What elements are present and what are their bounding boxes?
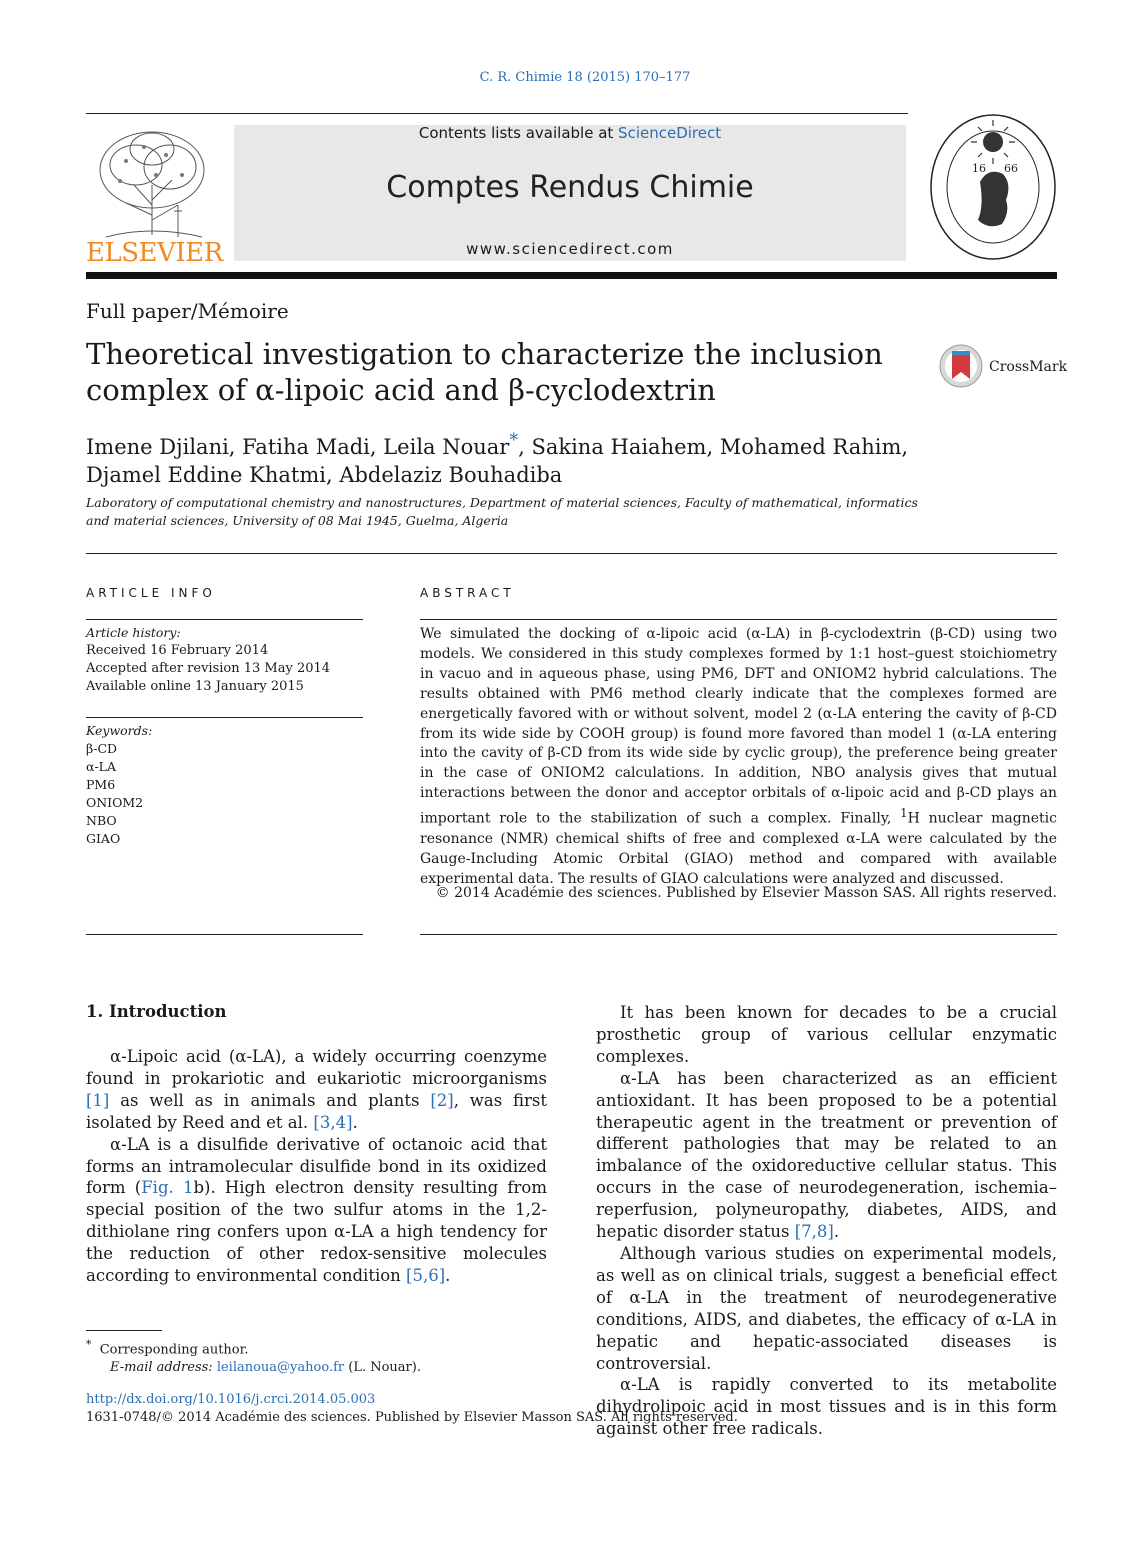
keyword-item: NBO — [86, 813, 117, 828]
paper-type: Full paper/Mémoire — [86, 299, 289, 323]
intro-text: . — [352, 1112, 358, 1132]
intro-text: b). High electron density resulting from special position of the two sulfur atoms in the 1,2-dithiolane ring confers upon α-LA a high tendency for the reduction of other redox-sensitive molecules according to environmental condition — [86, 1178, 548, 1286]
body-column-right — [596, 1002, 1057, 1440]
footnote-corresponding — [86, 1336, 556, 1359]
article-info-rule-middle — [86, 717, 363, 718]
abstract-superscript: 1 — [900, 806, 908, 821]
authors-part-b: , Sakina Haiahem, Mohamed Rahim, — [518, 435, 909, 459]
reference-link[interactable]: [2] — [430, 1090, 454, 1110]
contents-available-line — [234, 124, 906, 142]
history-online: Available online 13 January 2015 — [86, 679, 304, 694]
abstract-copyright: © 2014 Académie des sciences. Published by Elsevier Masson SAS. All rights reserved. — [435, 885, 1057, 901]
sciencedirect-link[interactable]: ScienceDirect — [618, 124, 722, 142]
journal-url[interactable]: www.sciencedirect.com — [466, 240, 674, 258]
svg-text:66: 66 — [1004, 162, 1018, 175]
elsevier-wordmark: ELSEVIER — [86, 238, 223, 268]
article-info-rule-bottom — [86, 934, 363, 935]
abstract-text-b: H nuclear magnetic resonance (NMR) chemical shifts of free and complexed α-LA were calculated by the Gauge-Including Atomic Orbital (GIAO) method and compared with available experimental data. The results of GIAO calculations were analyzed and discussed. — [420, 810, 1057, 887]
intro-text: α-LA has been characterized as an efficient antioxidant. It has been proposed to be a potential therapeutic agent in the treatment or prevention of different pathologies that may be related to an imbalance of the oxidoreductive cellular status. This occurs in the case of neurodegeneration, ischemia–reperfusion, polyneuropathy, diabetes, AIDS, and hepatic disorder status — [596, 1068, 1057, 1242]
title-divider — [86, 553, 1057, 554]
paper-title — [86, 336, 906, 408]
intro-text: . — [833, 1222, 840, 1242]
contents-prefix: Contents lists available at — [418, 124, 619, 142]
crossmark-label[interactable]: CrossMark — [989, 359, 1068, 375]
intro-paragraph — [86, 1046, 547, 1134]
intro-text: α-LA is a disulfide derivative of octanoic acid that forms an intramolecular disulfide bond in its oxidized form ( — [86, 1134, 547, 1198]
history-accepted: Accepted after revision 13 May 2014 — [86, 661, 331, 676]
abstract-heading: ABSTRACT — [420, 586, 515, 600]
reference-link[interactable]: [7,8] — [794, 1222, 834, 1242]
corresponding-author-marker[interactable]: * — [509, 431, 519, 451]
journal-citation[interactable]: C. R. Chimie 18 (2015) 170–177 — [479, 70, 691, 85]
intro-paragraph — [86, 1134, 547, 1287]
header-divider — [86, 272, 1057, 279]
abstract-rule-top — [420, 619, 1057, 620]
keyword-item: PM6 — [86, 777, 116, 792]
body-column-left — [86, 1046, 547, 1287]
intro-text: . — [445, 1266, 451, 1286]
abstract-rule-bottom — [420, 934, 1057, 935]
title-line-1: Theoretical investigation to characterize the inclusion — [86, 337, 883, 371]
keyword-item: GIAO — [86, 831, 121, 846]
academie-des-sciences-seal — [928, 112, 1058, 262]
email-label: E-mail address: — [110, 1360, 217, 1376]
footnote-email-line — [86, 1359, 556, 1377]
email-suffix: (L. Nouar). — [344, 1360, 421, 1376]
authors-part-a: Imene Djilani, Fatiha Madi, Leila Nouar — [86, 435, 510, 459]
reference-link[interactable]: [3,4] — [313, 1112, 353, 1132]
email-link[interactable]: leilanoua@yahoo.fr — [216, 1360, 345, 1376]
footnote-star: * — [86, 1338, 92, 1351]
authors-line-1 — [86, 427, 926, 461]
journal-title: Comptes Rendus Chimie — [386, 170, 754, 205]
article-history — [86, 624, 363, 696]
intro-paragraph: It has been known for decades to be a crucial prosthetic group of various cellular enzymatic complexes. — [596, 1003, 1057, 1066]
keyword-item: β-CD — [86, 741, 118, 756]
footnote-corresponding-text: Corresponding author. — [99, 1342, 249, 1358]
article-info-rule-top — [86, 619, 363, 620]
keywords-label: Keywords: — [86, 723, 153, 738]
author-list — [86, 427, 926, 489]
history-label: Article history: — [86, 625, 181, 640]
intro-text: , was first isolated by Reed and et al. — [86, 1090, 547, 1132]
figure-link[interactable]: Fig. 1 — [141, 1178, 194, 1198]
footnote — [86, 1336, 556, 1377]
footnote-rule — [86, 1330, 162, 1331]
article-info-heading: ARTICLE INFO — [86, 586, 216, 600]
keywords-list — [86, 722, 363, 848]
authors-line-2: Djamel Eddine Khatmi, Abdelaziz Bouhadiba — [86, 463, 563, 487]
history-received: Received 16 February 2014 — [86, 643, 269, 658]
issn-copyright: 1631-0748/© 2014 Académie des sciences. Published by Elsevier Masson SAS. All rights reserved. — [86, 1410, 738, 1425]
affiliation: Laboratory of computational chemistry and nanostructures, Department of material sciences, Faculty of mathematical, informatics and material sciences, University of 08 Mai 1945, Guelma, Algeria — [86, 495, 918, 528]
svg-text:16: 16 — [972, 162, 986, 175]
keyword-item: ONIOM2 — [86, 795, 144, 810]
reference-link[interactable]: [1] — [86, 1090, 110, 1110]
abstract-text-a: We simulated the docking of α-lipoic acid (α-LA) in β-cyclodextrin (β-CD) using two models. We considered in this study complexes formed by 1:1 host–guest stoichiometry in vacuo and in aqueous phase, using PM6, DFT and ONIOM2 hybrid calculations. The results obtained with PM6 method clearly indicate that the complexes formed are energetically favored with or without solvent, model 2 (α-LA entering the cavity of β-CD from its wide side by COOH group) is found more favored than model 1 (α-LA entering into the cavity of β-CD from its wide side by cyclic group), the preference being greater in the case of ONIOM2 calculations. In addition, NBO analysis gives that mutual interactions between the donor and acceptor orbitals of α-lipoic acid and β-CD plays an important role to the stabilization of such a complex. Finally, — [420, 626, 1057, 827]
reference-link[interactable]: [5,6] — [406, 1266, 446, 1286]
intro-text: α-Lipoic acid (α-LA), a widely occurring coenzyme found in prokariotic and eukariotic microorganisms — [86, 1047, 547, 1088]
intro-paragraph: α-LA is rapidly converted to its metabolite dihydrolipoic acid in most tissues and is in this form against other free radicals. — [596, 1375, 1057, 1439]
intro-text: as well as in animals and plants — [109, 1090, 431, 1110]
keyword-item: α-LA — [86, 759, 116, 774]
title-line-2: complex of α-lipoic acid and β-cyclodextrin — [86, 373, 716, 407]
doi-link[interactable]: http://dx.doi.org/10.1016/j.crci.2014.05.003 — [86, 1392, 376, 1407]
intro-paragraph: Although various studies on experimental models, as well as on clinical trials, suggest a beneficial effect of α-LA in the treatment of neurodegenerative conditions, AIDS, and diabetes, the efficacy of α-LA in hepatic and hepatic-associated diseases is controversial. — [596, 1243, 1057, 1373]
intro-paragraph — [596, 1068, 1057, 1243]
section-heading-introduction: 1. Introduction — [86, 1002, 227, 1021]
abstract-text — [420, 625, 1057, 889]
